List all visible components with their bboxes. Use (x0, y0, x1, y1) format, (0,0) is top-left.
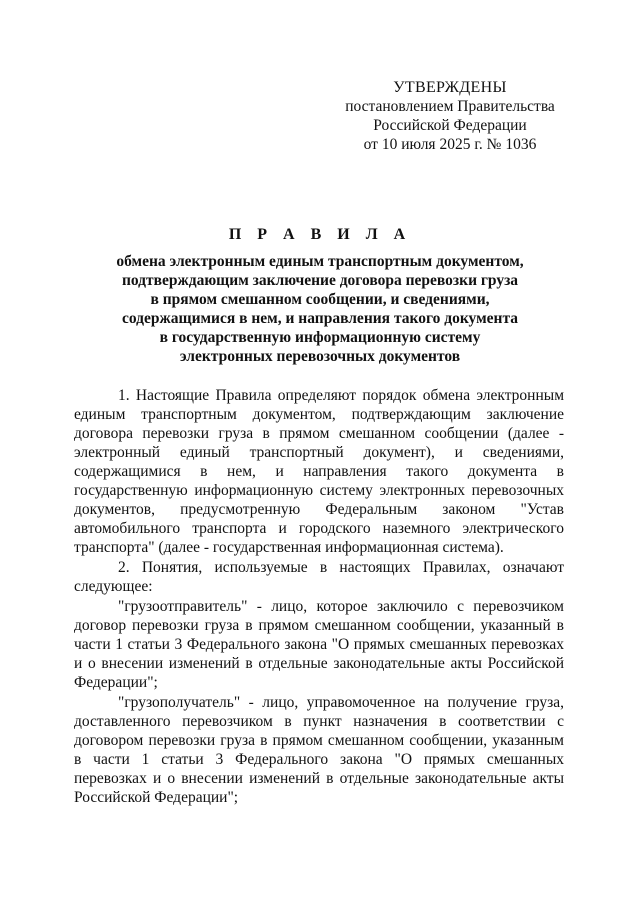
approval-line-government: Российской Федерации (373, 117, 527, 134)
document-subtitle-line: содержащимися в нем, и направления такого документа (121, 310, 519, 327)
document-body (74, 386, 564, 807)
approval-title: УТВЕРЖДЕНЫ (393, 79, 507, 96)
document-subtitle-line: электронных перевозочных документов (179, 348, 461, 365)
document-heading (60, 226, 580, 366)
paragraph-definition-shipper: "грузоотправитель" - лицо, которое заключило с перевозчиком договор перевозки груза в прямом смешанном сообщении, указанный в части 1 статьи 3 Федерального закона "О прямых смешанных перевозках и о внесении изменений в отдельные законодательные акты Российской Федерации"; (74, 598, 564, 691)
document-subtitle-line: в государственную информационную систему (159, 329, 481, 346)
approval-line-decree: постановлением Правительства (345, 98, 555, 115)
document-subtitle-line: подтверждающим заключение договора перевозки груза (121, 272, 519, 289)
paragraph-clause-2: 2. Понятия, используемые в настоящих Правилах, означают следующее: (74, 559, 564, 595)
document-subtitle-line: обмена электронным единым транспортным документом, (116, 253, 524, 270)
document-title: П Р А В И Л А (228, 226, 412, 243)
paragraph-clause-1: 1. Настоящие Правила определяют порядок обмена электронным единым транспортным документом, подтверждающим заключение договора перевозки груза в прямом смешанном сообщении (далее - электронный единый транспортный документ), и сведениями, содержащимися в нем, и направления такого документа в государственную информационную систему электронных перевозочных документов, предусмотренную Федеральным законом "Устав автомобильного транспорта и городского наземного электрического транспорта" (далее - государственная информационная система). (74, 387, 564, 556)
approval-line-date: от 10 июля 2025 г. № 1036 (363, 136, 537, 153)
paragraph-definition-consignee: "грузополучатель" - лицо, управомоченное на получение груза, доставленного перевозчиком в пункт назначения в соответствии с договором перевозки груза в прямом смешанном сообщении, указанным в части 1 статьи 3 Федерального закона "О прямых смешанных перевозках и о внесении изменений в отдельные законодательные акты Российской Федерации"; (74, 694, 564, 806)
document-subtitle-line: в прямом смешанном сообщении, и сведениями, (150, 291, 490, 308)
approval-block (340, 78, 560, 154)
